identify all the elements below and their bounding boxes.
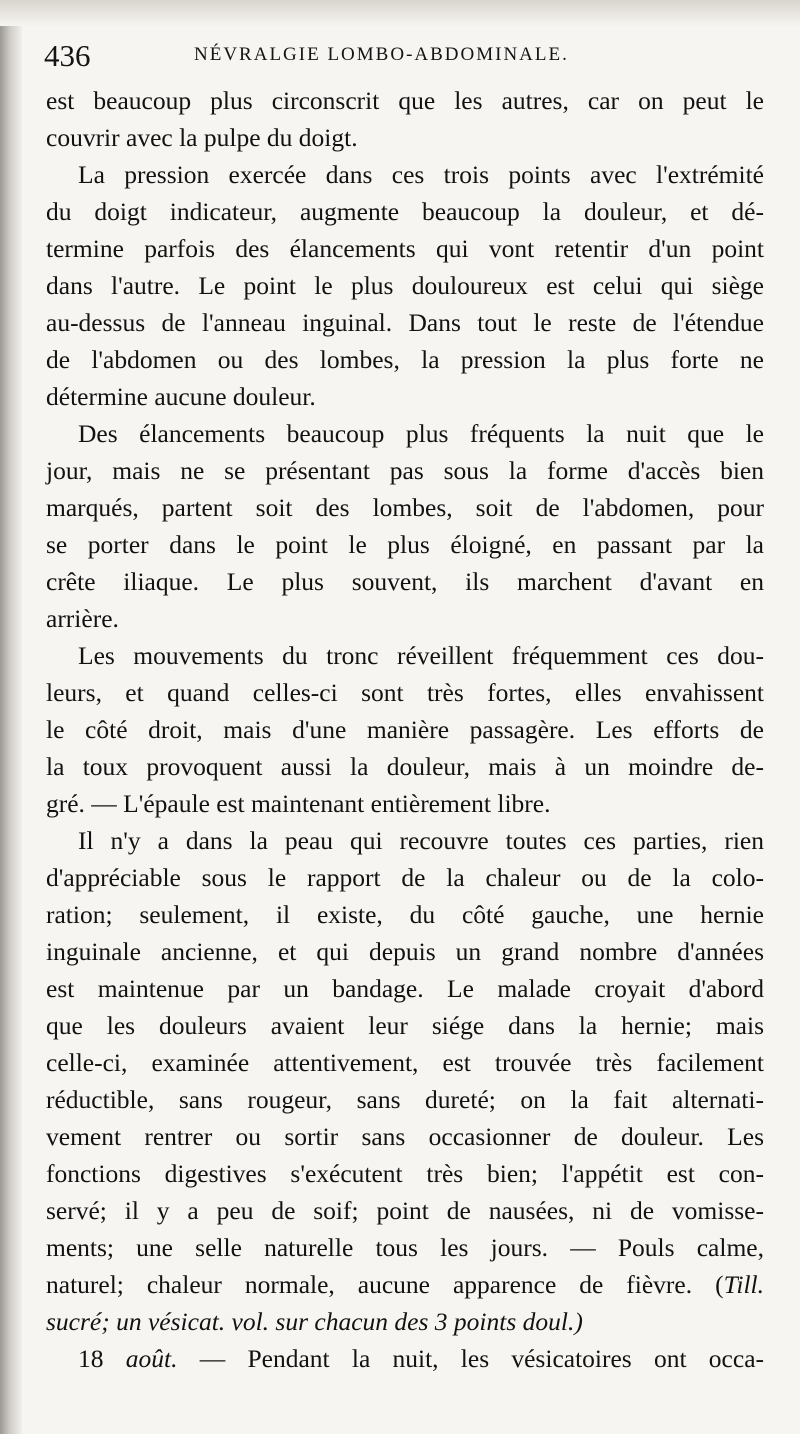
text-line: crête iliaque. Le plus souvent, ils marchent d'avant en bbox=[46, 567, 764, 596]
text-line: jour, mais ne se présentant pas sous la forme d'accès bien bbox=[46, 456, 764, 485]
text-line: Des élancements beaucoup plus fréquents la nuit que le bbox=[78, 419, 764, 448]
running-title: NÉVRALGIE LOMBO-ABDOMINALE. bbox=[194, 44, 569, 65]
text-line: Les mouvements du tronc réveillent fréquemment ces dou- bbox=[78, 641, 764, 670]
text-line: se porter dans le point le plus éloigné, en passant par la bbox=[46, 530, 764, 559]
text-line: couvrir avec la pulpe du doigt. bbox=[46, 123, 358, 152]
date-day: 18 bbox=[78, 1344, 104, 1373]
date-month: août. bbox=[125, 1344, 178, 1373]
text-line: servé; il y a peu de soif; point de nausées, ni de vomisse- bbox=[46, 1196, 764, 1225]
text-line: de l'abdomen ou des lombes, la pression la plus forte ne bbox=[46, 345, 764, 374]
page-number: 436 bbox=[44, 38, 91, 73]
text-line: leurs, et quand celles-ci sont très fortes, elles envahissent bbox=[46, 678, 764, 707]
text-line-italic: sucré; un vésicat. vol. sur chacun des 3 points doul.) bbox=[46, 1307, 583, 1336]
text-line: au-dessus de l'anneau inguinal. Dans tout le reste de l'étendue bbox=[46, 308, 764, 337]
text-line: détermine aucune douleur. bbox=[46, 382, 316, 411]
text-line-date bbox=[46, 1340, 764, 1377]
text-line: gré. — L'épaule est maintenant entièrement libre. bbox=[46, 789, 551, 818]
text-line: termine parfois des élancements qui vont retentir d'un point bbox=[46, 234, 764, 263]
text-line: inguinale ancienne, et qui depuis un grand nombre d'années bbox=[46, 937, 764, 966]
text-line: dans l'autre. Le point le plus douloureux est celui qui siège bbox=[46, 271, 764, 300]
body-text bbox=[46, 82, 764, 1377]
text-line-roman: naturel; chaleur normale, aucune apparence de fièvre. ( bbox=[46, 1270, 724, 1299]
text-line: Il n'y a dans la peau qui recouvre toutes ces parties, rien bbox=[78, 826, 764, 855]
page-binding-shadow bbox=[0, 0, 22, 1434]
text-line-mixed bbox=[46, 1266, 764, 1303]
text-line: d'appréciable sous le rapport de la chaleur ou de la colo- bbox=[46, 863, 764, 892]
page-header bbox=[44, 38, 784, 78]
text-line: ments; une selle naturelle tous les jours. — Pouls calme, bbox=[46, 1233, 764, 1262]
text-line: la toux provoquent aussi la douleur, mais à un moindre de- bbox=[46, 752, 764, 781]
text-line: que les douleurs avaient leur siége dans la hernie; mais bbox=[46, 1011, 764, 1040]
text-line: fonctions digestives s'exécutent très bien; l'appétit est con- bbox=[46, 1159, 764, 1188]
text-line: marqués, partent soit des lombes, soit de l'abdomen, pour bbox=[46, 493, 764, 522]
text-line: réductible, sans rougeur, sans dureté; on la fait alternati- bbox=[46, 1085, 764, 1114]
text-line: ration; seulement, il existe, du côté gauche, une hernie bbox=[46, 900, 764, 929]
page-top-shade bbox=[0, 0, 800, 26]
text-line: vement rentrer ou sortir sans occasionner de douleur. Les bbox=[46, 1122, 764, 1151]
text-line: est beaucoup plus circonscrit que les autres, car on peut le bbox=[46, 86, 764, 115]
text-line: arrière. bbox=[46, 604, 119, 633]
text-line: du doigt indicateur, augmente beaucoup la douleur, et dé- bbox=[46, 197, 764, 226]
text-line: est maintenue par un bandage. Le malade croyait d'abord bbox=[46, 974, 764, 1003]
text-line: le côté droit, mais d'une manière passagère. Les efforts de bbox=[46, 715, 764, 744]
text-line: celle-ci, examinée attentivement, est trouvée très facilement bbox=[46, 1048, 764, 1077]
text-line-italic: Till. bbox=[723, 1270, 764, 1299]
text-line-roman: — Pendant la nuit, les vésicatoires ont occa- bbox=[199, 1344, 765, 1373]
text-line: La pression exercée dans ces trois points avec l'extrémité bbox=[78, 160, 764, 189]
